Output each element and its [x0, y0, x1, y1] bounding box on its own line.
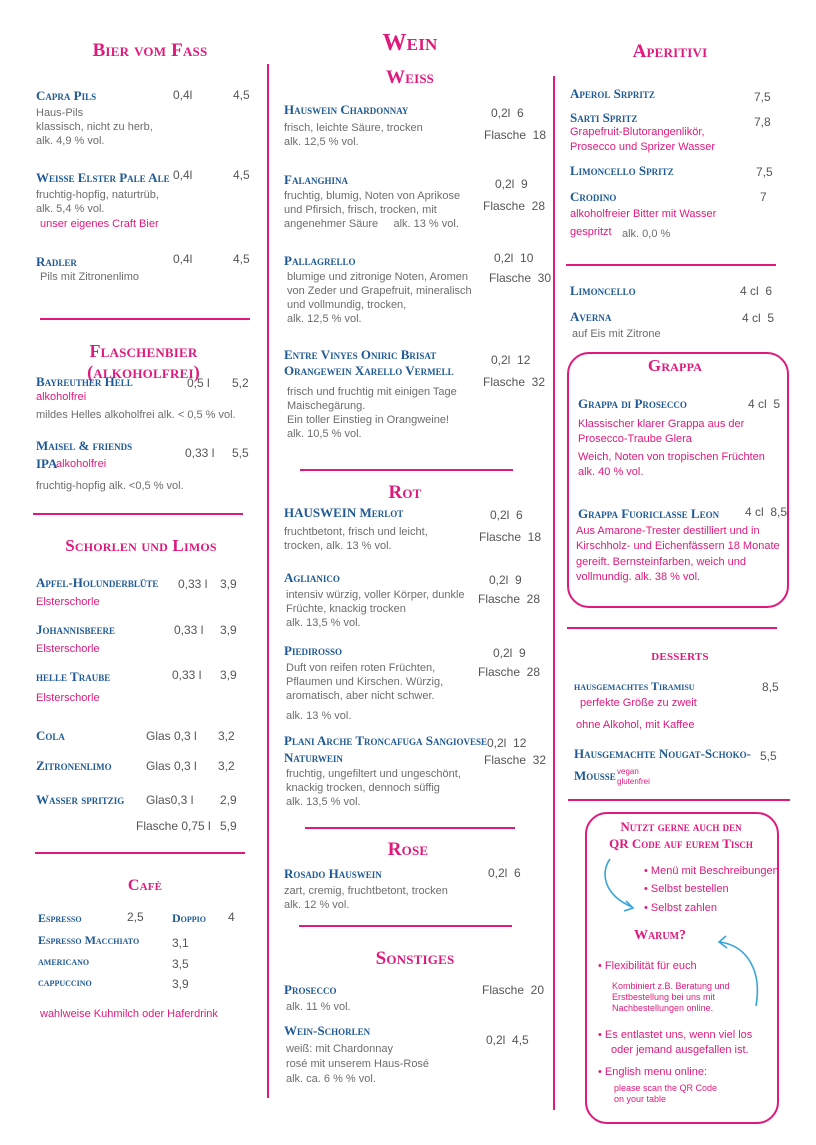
item-desc: ohne Alkohol, mit Kaffee — [576, 719, 695, 731]
item-price: 5,5 — [232, 446, 249, 460]
wine-name: Rosado Hauswein — [284, 866, 382, 881]
wine-price-glass: 0,2l 6 — [488, 866, 521, 880]
wine-price-glass: 0,2l 12 — [487, 736, 527, 750]
wine-desc: alk. 13 % vol. — [286, 710, 352, 722]
divider — [40, 318, 250, 320]
item-price: 3,2 — [218, 759, 235, 773]
item-price: 7,5 — [754, 90, 771, 104]
item-desc: Prosecco-Traube Glera — [578, 433, 692, 445]
item-name: Wasser spritzig — [36, 792, 125, 807]
divider — [300, 469, 513, 471]
item-price: 7,8 — [754, 115, 771, 129]
wine-price-glass: 0,2l 12 — [491, 353, 531, 367]
wine-desc: frisch, leichte Säure, trocken — [284, 122, 423, 134]
wine-desc: Maischegärung. — [287, 400, 366, 412]
item-name: Mousse — [574, 768, 616, 783]
qr-reason-sub: Kombiniert z.B. Beratung und — [612, 981, 730, 991]
wine-desc: fruchtig, ungefiltert und ungeschönt, — [286, 768, 461, 780]
qr-list-item: • Selbst bestellen — [644, 883, 729, 896]
item-name: Grappa di Prosecco — [578, 396, 687, 411]
wine-name: Pallagrello — [284, 253, 356, 268]
qr-list-item: • Selbst zahlen — [644, 902, 717, 915]
item-name: Weisse Elster Pale Ale — [36, 170, 170, 185]
item-name: Limoncello Spritz — [570, 163, 674, 178]
item-price: 5,2 — [232, 376, 249, 390]
wine-name: Orangewein Xarello Vermell — [284, 363, 454, 378]
item-size: Flasche 0,75 l — [136, 819, 211, 833]
wine-name: Hauswein Chardonnay — [284, 102, 409, 117]
item-size: 0,33 l — [185, 446, 215, 460]
divider — [299, 925, 512, 927]
item-name: hausgemachtes Tiramisu — [574, 679, 695, 693]
item-price: 3,9 — [172, 977, 189, 991]
item-desc: gereift. Bernsteinfarben, weich und — [576, 556, 746, 568]
grappa-box — [567, 352, 789, 608]
item-price: 4 — [228, 910, 235, 924]
item-sub: Elsterschorle — [36, 643, 100, 655]
wine-desc: rosé mit unserem Haus-Rosé — [286, 1058, 430, 1070]
wine-price-bottle: Flasche 20 — [482, 983, 545, 997]
item-note: unser eigenes Craft Bier — [40, 218, 159, 230]
qr-warum-heading: Warum? — [633, 928, 687, 943]
subsection-title-rose: Rose — [387, 839, 429, 860]
item-price: 3,9 — [220, 577, 237, 591]
wine-desc: Pflaumen und Kirschen. Würzig, — [286, 676, 444, 688]
item-price: 5,9 — [220, 819, 237, 833]
wine-desc: knackig trocken, dennoch süffig — [286, 782, 440, 794]
cafe-note: wahlweise Kuhmilch oder Haferdrink — [40, 1008, 218, 1020]
item-name: Apfel-Holunderblüte — [36, 575, 159, 590]
wine-price-bottle: Flasche 32 — [484, 753, 547, 767]
item-name: Averna — [570, 309, 612, 324]
wine-desc: Früchte, knackig trocken — [286, 603, 406, 615]
wine-price-glass: 0,2l 4,5 — [486, 1033, 529, 1047]
wine-price-glass: 0,2l 9 — [495, 177, 528, 191]
item-desc: fruchtig-hopfig, naturtrüb, — [36, 189, 159, 201]
item-desc: fruchtig-hopfig alk. <0,5 % vol. — [36, 480, 184, 492]
item-size: 0,33 l — [172, 668, 202, 682]
wine-name: Falanghina — [284, 172, 348, 187]
item-desc: Aus Amarone-Trester destilliert und in — [576, 525, 760, 537]
divider — [305, 827, 515, 829]
qr-reason-sub: Nachbestellungen online. — [612, 1003, 714, 1013]
item-price: 3,9 — [220, 668, 237, 682]
wine-desc: intensiv würzig, voller Körper, dunkle — [286, 589, 465, 601]
wine-desc: aromatisch, aber nicht schwer. — [286, 690, 435, 702]
item-desc: Klassischer klarer Grappa aus der — [578, 418, 745, 430]
column-divider — [553, 76, 555, 1110]
curved-arrow-icon — [710, 932, 766, 1012]
item-name: americano — [38, 956, 90, 968]
wine-price-glass: 0,2l 9 — [489, 573, 522, 587]
item-size: Glas 0,3 l — [146, 759, 197, 773]
item-desc: alk. 0,0 % — [622, 228, 671, 240]
item-price: 5,5 — [760, 749, 777, 763]
wine-desc: zart, cremig, fruchtbetont, trocken — [284, 885, 448, 897]
item-name: Doppio — [172, 911, 206, 925]
item-price: 3,5 — [172, 957, 189, 971]
item-name: Radler — [36, 254, 77, 269]
section-title-schorlen: Schorlen und Limos — [65, 536, 217, 555]
qr-reason: • Flexibilität für euch — [598, 960, 697, 973]
divider — [35, 852, 245, 854]
wine-desc: und Pfirsich, frisch, trocken, mit — [284, 204, 437, 216]
wine-name: HAUSWEIN Merlot — [284, 505, 404, 520]
qr-reason-sub: Erstbestellung bei uns mit — [612, 992, 716, 1002]
qr-reason-sub: on your table — [614, 1094, 667, 1104]
wine-desc: blumige und zitronige Noten, Aromen — [287, 271, 468, 283]
wine-desc: alk. 12,5 % vol. — [287, 313, 362, 325]
wine-price-bottle: Flasche 28 — [483, 199, 546, 213]
item-desc: alk. 5,4 % vol. — [36, 203, 105, 215]
divider — [568, 799, 790, 801]
item-desc: perfekte Größe zu zweit — [580, 697, 697, 709]
item-desc: Weich, Noten von tropischen Früchten — [578, 451, 765, 463]
column-divider — [267, 64, 269, 1098]
qr-title-line2: QR Code auf eurem Tisch — [609, 836, 753, 851]
item-tag: glutenfrei — [617, 777, 650, 786]
item-name: IPA — [36, 456, 58, 471]
section-title-aperitivi: Aperitivi — [632, 41, 708, 62]
wine-desc: von Zeder und Grapefruit, mineralisch — [287, 285, 472, 297]
wine-desc: weiß: mit Chardonnay — [286, 1043, 393, 1055]
item-size: Glas0,3 l — [146, 793, 194, 807]
item-size: 0,4l — [173, 88, 193, 102]
item-name: Bayreuther Hell — [36, 374, 133, 389]
item-desc: mildes Helles alkoholfrei alk. < 0,5 % vol. — [36, 409, 236, 421]
section-title-bier: Bier vom Fass — [92, 40, 208, 61]
item-sub: Elsterschorle — [36, 596, 100, 608]
wine-price-glass: 0,2l 6 — [490, 508, 523, 522]
wine-desc: alk. 13,5 % vol. — [286, 796, 361, 808]
item-price: 3,2 — [218, 729, 235, 743]
item-desc: vollmundig. alk. 38 % vol. — [576, 571, 701, 583]
subsection-title-weiss: Weiß — [386, 67, 434, 88]
item-name: Aperol Srpritz — [570, 86, 655, 101]
qr-reason: • Es entlastet uns, wenn viel los — [598, 1029, 752, 1042]
item-desc: gespritzt — [570, 226, 612, 238]
qr-title-line1: Nutzt gerne auch den — [620, 819, 742, 834]
item-name: Johannisbeere — [36, 622, 116, 637]
qr-list-item: • Menü mit Beschreibungen — [644, 865, 779, 878]
item-desc: Pils mit Zitronenlimo — [40, 271, 140, 283]
divider — [33, 513, 243, 515]
wine-desc: fruchtig, blumig, Noten von Aprikose — [284, 190, 461, 202]
item-name: Sarti Spritz — [570, 110, 638, 125]
curved-arrow-icon — [596, 855, 646, 915]
wine-desc: fruchtbetont, frisch und leicht, — [284, 526, 428, 538]
item-size: 0,4l — [173, 168, 193, 182]
item-name: Espresso — [38, 911, 82, 925]
item-desc: alk. 40 % vol. — [578, 466, 644, 478]
item-desc: Kirschholz- und Eichenfässern 18 Monate — [576, 540, 780, 552]
wine-price-bottle: Flasche 28 — [478, 665, 541, 679]
item-name: cappuccino — [38, 977, 92, 989]
item-name: Limoncello — [570, 283, 636, 298]
item-desc: Haus-Pils — [36, 107, 84, 119]
subsection-title-sonstiges: Sonstiges — [375, 948, 455, 969]
item-price: 4,5 — [233, 252, 250, 266]
item-name: helle Traube — [36, 669, 111, 684]
wine-desc: und vollmundig, trocken, — [287, 299, 407, 311]
wine-name: Plani Arche Troncafuga Sangiovese — [284, 733, 488, 748]
wine-desc: frisch und fruchtig mit einigen Tage — [287, 386, 457, 398]
wine-name: Aglianico — [284, 570, 340, 585]
item-price: 3,9 — [220, 623, 237, 637]
item-note: alkoholfrei — [56, 458, 107, 470]
item-size: 0,33 l — [178, 577, 208, 591]
section-title-cafe: Cafè — [127, 877, 163, 894]
wine-desc: alk. 12,5 % vol. — [284, 136, 359, 148]
wine-price-glass: 0,2l 6 — [491, 106, 524, 120]
item-price: 8,5 — [762, 680, 779, 694]
qr-reason-sub: please scan the QR Code — [614, 1083, 718, 1093]
item-price: 3,1 — [172, 936, 189, 950]
wine-desc: alk. 13,5 % vol. — [286, 617, 361, 629]
qr-reason: oder jemand ausgefallen ist. — [611, 1044, 749, 1056]
wine-name: Wein-Schorlen — [284, 1023, 371, 1038]
section-title-wein: Wein — [382, 30, 438, 56]
wine-name: Entre Vinyes Oniric Brisat — [284, 347, 437, 362]
item-note: alkoholfrei — [36, 391, 87, 403]
item-name: Cola — [36, 728, 65, 743]
item-name: Grappa Fuoriclasse Leon — [578, 506, 720, 521]
item-price: 4 cl 5 — [748, 397, 781, 411]
item-desc: Prosecco und Sprizer Wasser — [570, 141, 716, 153]
item-name: Maisel & friends — [36, 438, 133, 453]
wine-price-glass: 0,2l 9 — [493, 646, 526, 660]
item-name: Capra Pils — [36, 88, 97, 103]
divider — [566, 264, 776, 266]
item-name: Espresso Macchiato — [38, 933, 140, 947]
item-price: 2,9 — [220, 793, 237, 807]
item-size: Glas 0,3 l — [146, 729, 197, 743]
wine-price-bottle: Flasche 32 — [483, 375, 546, 389]
item-tag: vegan — [617, 767, 639, 776]
wine-desc: alk. 12 % vol. — [284, 899, 350, 911]
wine-price-glass: 0,2l 10 — [494, 251, 534, 265]
item-size: 0,5 l — [187, 376, 210, 390]
wine-price-bottle: Flasche 28 — [478, 592, 541, 606]
item-price: 4 cl 8,5 — [745, 505, 788, 519]
item-price: 4 cl 6 — [740, 284, 773, 298]
qr-reason: • English menu online: — [598, 1066, 707, 1079]
wine-name: Prosecco — [284, 982, 337, 997]
item-price: 7,5 — [756, 165, 773, 179]
item-name: Hausgemachte Nougat-Schoko- — [574, 746, 751, 761]
item-price: 2,5 — [127, 910, 144, 924]
divider — [567, 627, 777, 629]
item-sub: Elsterschorle — [36, 692, 100, 704]
wine-desc: alk. 11 % vol. — [286, 1001, 351, 1013]
item-size: 0,4l — [173, 252, 193, 266]
section-title-flaschenbier: Flaschenbier (alkoholfrei) — [87, 341, 200, 382]
item-name: Zitronenlimo — [36, 758, 112, 773]
item-desc: alk. 4,9 % vol. — [36, 135, 105, 147]
item-desc: alkoholfreier Bitter mit Wasser — [570, 208, 717, 220]
item-price: 4,5 — [233, 88, 250, 102]
wine-price-bottle: Flasche 18 — [479, 530, 542, 544]
subsection-title-rot: Rot — [388, 482, 422, 503]
wine-price-bottle: Flasche 30 — [489, 271, 552, 285]
item-name: Crodino — [570, 189, 617, 204]
section-title-desserts: desserts — [651, 648, 709, 664]
item-size: 0,33 l — [174, 623, 204, 637]
wine-desc: Ein toller Einstieg in Orangweine! — [287, 414, 450, 426]
wine-desc: alk. 10,5 % vol. — [287, 428, 362, 440]
wine-price-bottle: Flasche 18 — [484, 128, 547, 142]
item-price: 4 cl 5 — [742, 311, 775, 325]
section-title-grappa: Grappa — [620, 356, 730, 376]
item-desc: klassisch, nicht zu herb, — [36, 121, 153, 133]
item-desc: auf Eis mit Zitrone — [572, 328, 661, 340]
wine-name: Piedirosso — [284, 643, 342, 658]
item-desc: Grapefruit-Blutorangenlikör, — [570, 126, 705, 138]
wine-desc: angenehmer Säure alk. 13 % vol. — [284, 218, 459, 230]
wine-name: Naturwein — [284, 750, 343, 765]
wine-desc: Duft von reifen roten Früchten, — [286, 662, 436, 674]
wine-desc: alk. ca. 6 % % vol. — [286, 1073, 376, 1085]
item-price: 4,5 — [233, 168, 250, 182]
wine-desc: trocken, alk. 13 % vol. — [284, 540, 392, 552]
item-price: 7 — [760, 190, 767, 204]
